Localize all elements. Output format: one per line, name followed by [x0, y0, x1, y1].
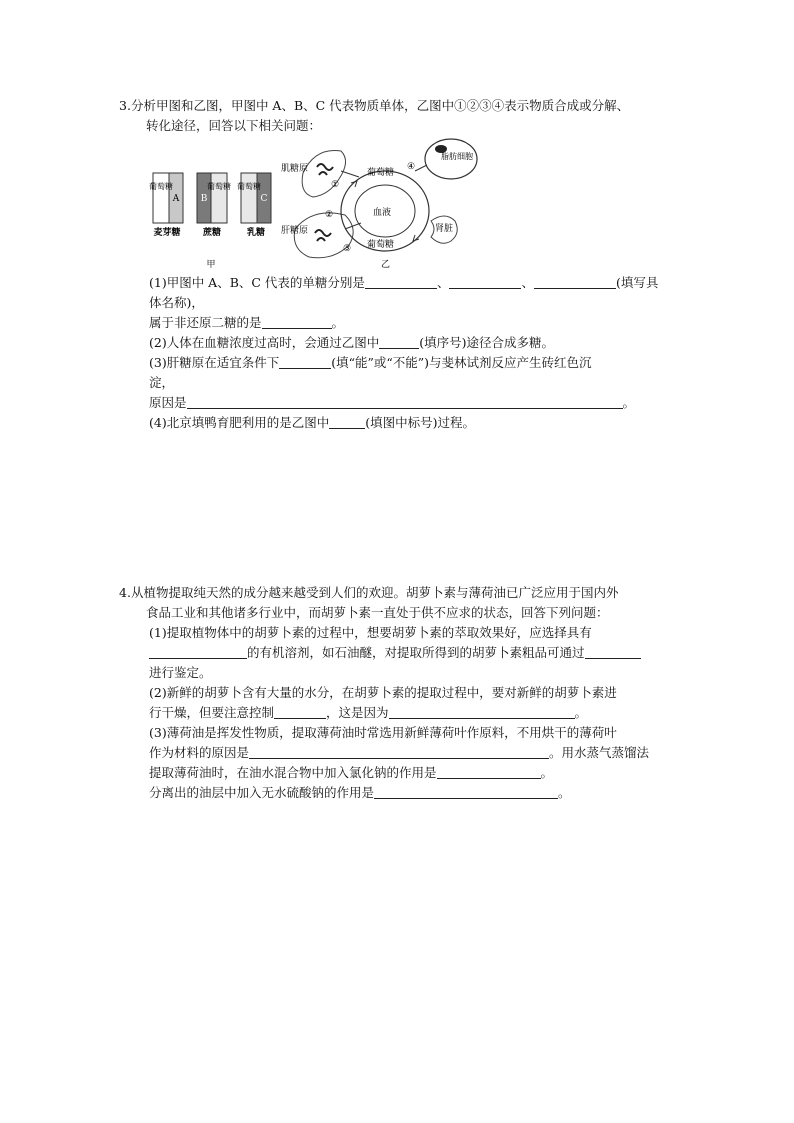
- q4-blank-solvent[interactable]: [149, 644, 247, 659]
- q4-blank-because[interactable]: [389, 704, 575, 719]
- glucose-bottom-label: 葡萄糖: [367, 240, 395, 250]
- maltose-block: [149, 173, 183, 238]
- svg-text:A: A: [172, 194, 180, 204]
- q4-blank-identify[interactable]: [585, 644, 641, 659]
- q3-part-1: (1)甲图中 A、B、C 代表的单糖分别是 、 、 (填写具: [149, 275, 659, 290]
- svg-text:葡萄糖: 葡萄糖: [237, 182, 261, 191]
- q4-part-1: (1)提取植物体中的胡萝卜素的过程中，想要胡萝卜素的萃取效果好，应选择具有: [149, 625, 592, 640]
- figure-jia-label: 甲: [206, 260, 216, 270]
- q4-blank-na2so4[interactable]: [374, 784, 558, 799]
- blood-label: 血液: [373, 208, 392, 218]
- marker-3: ③: [343, 244, 352, 254]
- q3-blank-c[interactable]: [534, 274, 616, 289]
- q3-blank-reason[interactable]: [187, 394, 623, 409]
- q4-number: 4.: [119, 585, 131, 600]
- marker-1: ①: [331, 180, 340, 190]
- q4-blank-nacl[interactable]: [437, 764, 541, 779]
- q3-blank-process[interactable]: [329, 414, 365, 429]
- svg-text:B: B: [200, 194, 208, 204]
- muscle-outline: [302, 150, 345, 197]
- muscle-glycogen-label: 肌糖原: [281, 164, 309, 174]
- q4-stem-line-2: 食品工业和其他诸多行业中，而胡萝卜素一直处于供不应求的状态，回答下列问题：: [146, 605, 609, 620]
- muscle-glycogen-icon: [317, 164, 333, 175]
- sucrose-block: [197, 173, 231, 238]
- liver-glycogen-icon: [315, 230, 331, 241]
- liver-glycogen-label: 肝糖原: [281, 226, 309, 236]
- figure-yi-label: 乙: [381, 260, 391, 270]
- kidney-label: 肾脏: [435, 224, 454, 234]
- q3-part-3: (3)肝糖原在适宜条件下 (填“能”或“不能”)与斐林试剂反应产生砖红色沉: [149, 355, 592, 370]
- lactose-block: [237, 173, 271, 238]
- q3-blank-a[interactable]: [365, 274, 437, 289]
- svg-text:葡萄糖: 葡萄糖: [149, 182, 173, 191]
- maltose-label: 麦芽糖: [153, 228, 181, 238]
- marker-2: ②: [325, 210, 334, 220]
- q3-blank-pathway[interactable]: [379, 334, 419, 349]
- q3-blank-b[interactable]: [449, 274, 521, 289]
- q4-blank-control[interactable]: [274, 704, 326, 719]
- q4-blank-dry-reason[interactable]: [249, 744, 549, 759]
- question-4: 4.从植物提取纯天然的成分越来越受到人们的欢迎。胡萝卜素与薄荷油已广泛应用于国内外 食品工业和其他诸多行业中，而胡萝卜素一直处于供不应求的状态，回答下列问题： (1)提取植物体中的胡萝卜素的过程中，想要胡萝卜素的萃取效果好，应选择具有 的有机溶剂，如石油醚，对提取所得到的胡萝卜素粗品可通过 进行鉴定。 (2)新鲜的胡萝卜含有大量的水分，在胡萝卜素的提取过程中，要对新鲜的胡萝卜素进 行干燥，但要注意控制 ，这是因为 。 (3)薄荷油是挥发性物质，提取薄荷油时常选用新鲜薄荷叶作原料，不用烘干的薄荷叶 作为材料的原因是 。用水蒸气蒸馏法 提取薄荷油时，在油水混合物中加入氯化钠的作用是 。 分离出的油层中加入无水硫酸钠的作用是 。: [119, 585, 650, 800]
- svg-text:葡萄糖: 葡萄糖: [207, 182, 231, 191]
- lactose-label: 乳糖: [246, 228, 266, 238]
- q3-part-4: (4)北京填鸭育肥利用的是乙图中 (填图中标号)过程。: [149, 415, 475, 430]
- q4-part-2: (2)新鲜的胡萝卜含有大量的水分，在胡萝卜素的提取过程中，要对新鲜的胡萝卜素进: [149, 685, 617, 700]
- fat-cell-label: 脂肪细胞: [441, 152, 473, 161]
- marker-4: ④: [407, 162, 416, 172]
- figure-yi: [281, 139, 477, 270]
- svg-text:C: C: [260, 194, 268, 204]
- q3-stem-line-1: 3.分析甲图和乙图，甲图中 A、B、C 代表物质单体，乙图中①②③④表示物质合成或分解、: [119, 98, 630, 113]
- q4-part-3: (3)薄荷油是挥发性物质，提取薄荷油时常选用新鲜薄荷叶作原料，不用烘干的薄荷叶: [149, 725, 617, 740]
- question-3: [119, 96, 629, 136]
- q3-blank-can[interactable]: [279, 354, 331, 369]
- question-3-parts: (1)甲图中 A、B、C 代表的单糖分别是 、 、 (填写具 体名称)， 属于非还原二糖的是 。 (2)人体在血糖浓度过高时，会通过乙图中 (填序号)途径合成多糖。 (3)肝糖原在适宜条件下 (填“能”或“不能”)与斐林试剂反应产生砖红色沉 淀， 原因是 。 (4)北京填鸭育肥利用的是乙图中 (填图中标号)过程。: [149, 273, 658, 433]
- glucose-top-label: 葡萄糖: [367, 168, 395, 178]
- q3-part-2: (2)人体在血糖浓度过高时，会通过乙图中 (填序号)途径合成多糖。: [149, 335, 554, 350]
- figure-jia: [149, 173, 271, 270]
- q3-stem-line-2: 转化途径，回答以下相关问题：: [146, 118, 322, 133]
- q3-blank-nonreducing[interactable]: [262, 314, 332, 329]
- q3-figure: [145, 137, 490, 272]
- q3-number: 3.: [119, 98, 131, 113]
- q4-stem-line-1: 4.从植物提取纯天然的成分越来越受到人们的欢迎。胡萝卜素与薄荷油已广泛应用于国内外: [119, 585, 619, 600]
- sucrose-label: 蔗糖: [202, 228, 222, 238]
